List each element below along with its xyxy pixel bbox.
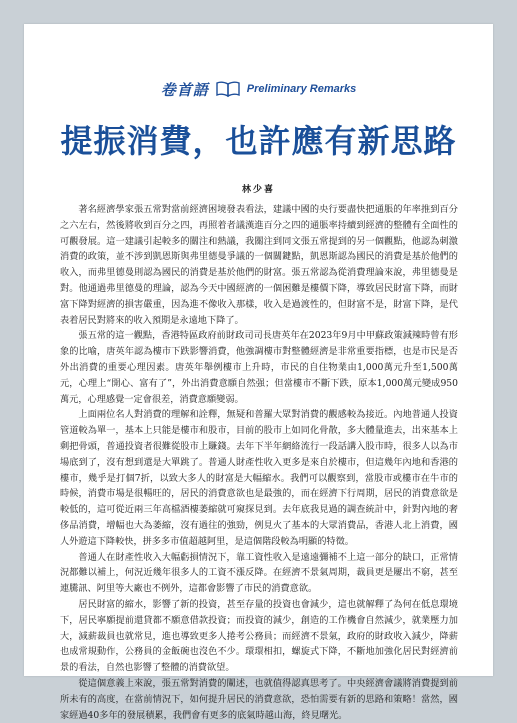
paragraph: 著名經濟學家張五常對當前經濟困境發表看法，建議中國的央行要盡快把通脹的年率推到百分之六左右，然後將收到百分之四，再照着者議漢進百分之四的通脹率持續到經濟的整體有全面性的可觀發展。這一建議引起較多的關注和熱議，我關注到同文張五常提到的另一個觀點，他認為刺激消費的政策，並不涉到凱恩斯與弗里德曼爭議的一個關鍵點，凱恩斯認為國民的消費是基於他們的收入，而弗里德曼則認為國民的消費是基於他們的財富。張五常認為從消費理論來說，弗里德曼是對。他通過弗里德曼的理論，認為今天中國經濟的一個困難是樓價下降，導致居民財富下降，而財富下降對經濟的損害嚴重，因為進不像收入那樣，收入是過渡性的，但財富不是，財富下降，是代表着居民對將來的收入預期是永遠地下降了。: [60, 204, 458, 326]
paragraph: 從這個意義上來說，張五常對消費的闡述，也就值得認真思考了。中央經濟會議將消費提到前所未有的高度，在當前情況下，如何提升居民的消費意欲，恐怕需要有新的思路和策略！當然，國家經過40多年的發展積累，我們會有更多的底氣時越山海，終見曙光。: [60, 677, 458, 721]
paragraph: 居民財富的縮水，影響了新的投資，甚至存量的投資也會減少，這也就解釋了為何在低息環境下，居民寧願提前還貸都不願意借款投資；而投資的減少，創造的工作機會自然減少，就業壓力加大，減薪裁員也就常見，進也導致更多人捲考公務員；而經濟不景氣，政府的財政收入減少，降薪也成常規動作，公務員的金飯碗也沒色不少。環環相扣，螺旋式下降，不斷地加強化居民對經濟前景的看法，自然也影響了整體的消費欲望。: [60, 598, 458, 674]
paragraph: 普通人在財產性收入大幅虧損情況下，靠工資性收入是遠遠彌補不上這一部分的缺口，正常情況都難以補上，何況近幾年很多人的工資不漲反降。在經濟不景氣周期，裁員更是屢出不窮，甚至連騰訊、阿里等大廠也不例外，這都會影響了市民的消費意欲。: [60, 551, 458, 595]
article-body: [60, 202, 458, 723]
article-author: 林少喜: [241, 185, 275, 195]
paragraph: 張五常的這一觀點，香港特區政府前財政司司長唐英年在2023年9月中甲蘇政策減辣時曾有形象的比喻，唐英年認為樓市下跌影響消費，他強調樓市對整體經濟是非常重要指標，也是市民是否外出消費的重要心理因素。唐英年舉例樓市上升時，市民的自住物業由1,000萬元升至1,500萬元，心理上“開心、富有了”，外出消費意願自然强；但當樓市不斷下跌，原本1,000萬元變成950萬元，心理感覺一定會很差，消費意願變弱。: [60, 330, 458, 405]
paragraph: 上面兩位名人對消費的理解和詮釋，無疑和普羅大眾對消費的觀感較為接近。內地普通人投資管道較為單一，基本上只能是樓市和股市，目前的股市上如同化骨散，多大體量進去，出來基本上剩把骨頭，普通投資者很難從股市上賺錢。去年下半年網絡流行一段話講入股市時，很多人以為市場底到了，沒有想到還是大單跳了。普通人財產性收入更多是來自於樓市，但這幾年內地和香港的樓市，幾乎是打個7折，以致大多人的財富是大幅縮水。我們可以觀察到，當股市或樓市在牛市的時候，消費市場是很暢旺的，居民的消費意欲也是最強的，而在經濟下行周期，居民的消費意欲是較低的，這可從近兩三年高檔酒樓萎縮就可窺探見到。去年底我見過的調查統計中，針對內地的奢侈品消費，增幅也大為萎縮，沒有過往的強勁，例見火了基本的大眾消費品，香港人北上消費，國人外遊這下降較快，拼多多市值超越阿里，是這個階段較為明顯的特徵。: [60, 409, 458, 547]
column-header: [24, 76, 493, 102]
column-title-en: Preliminary Remarks: [246, 83, 357, 95]
open-book-icon: [215, 80, 241, 98]
page: [24, 24, 493, 721]
column-title-zh: 卷首語: [160, 80, 209, 99]
article-title: 提振消費，也許應有新思路: [60, 122, 457, 160]
